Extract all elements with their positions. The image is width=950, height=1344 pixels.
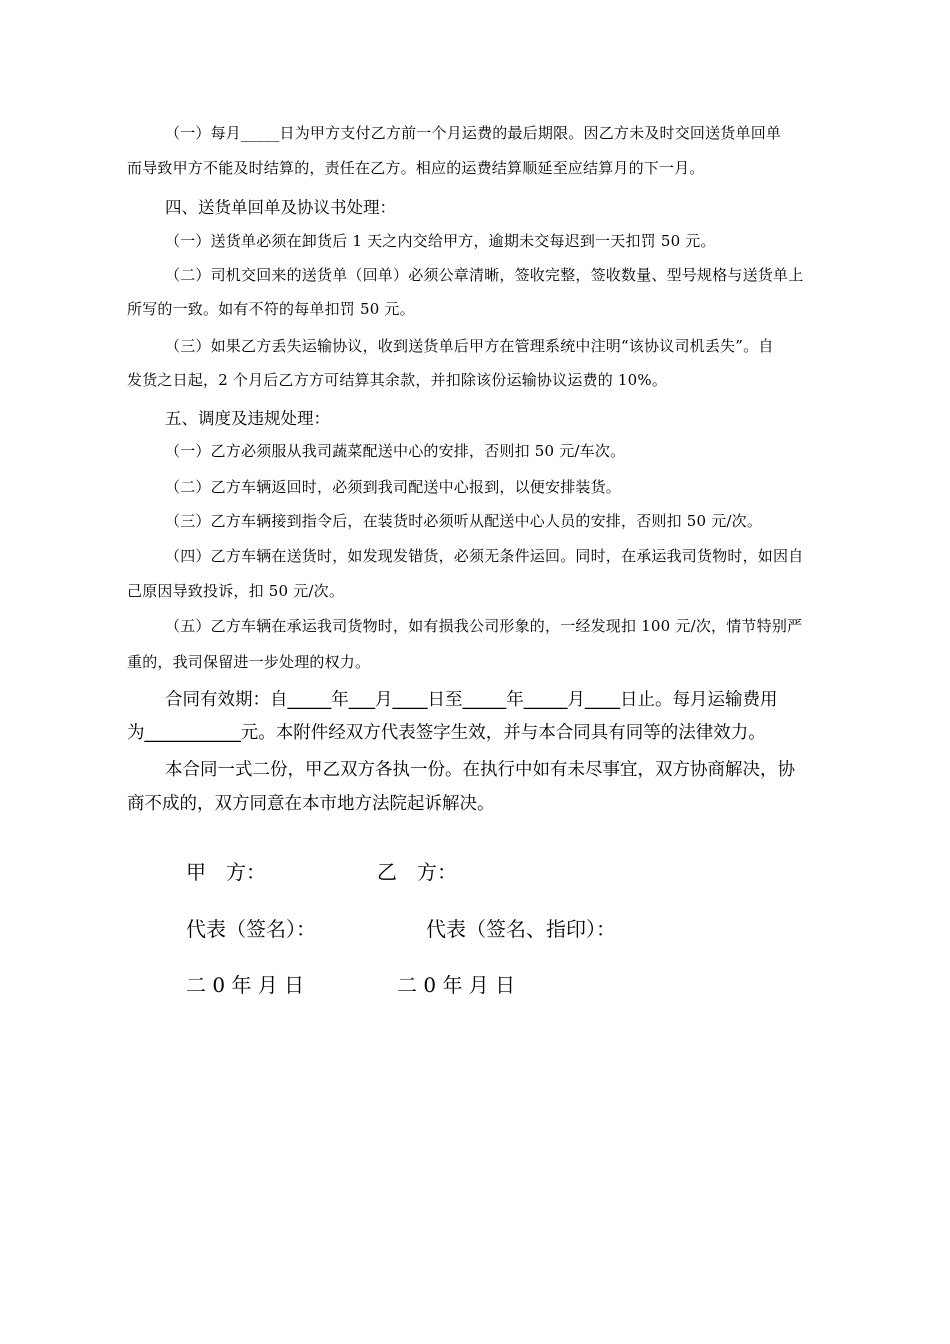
copies-line-1: 本合同一式二份，甲乙双方各执一份。在执行中如有未尽事宜，双方协商解决，协 [165, 760, 795, 780]
section-5-item-4-line-2: 己原因导致投诉，扣 50 元/次。 [127, 582, 345, 600]
party-b-date: 二 0 年 月 日 [397, 973, 516, 997]
section-4-heading: 四、送货单回单及协议书处理： [165, 198, 396, 217]
section-4-item-1: （一）送货单必须在卸货后 1 天之内交给甲方，逾期未交每迟到一天扣罚 50 元。 [165, 232, 716, 250]
party-b-representative: 代表（签名、指印）： [426, 917, 616, 941]
section-5-item-4-line-1: （四）乙方车辆在送货时，如发现发错货，必须无条件运回。同时，在承运我司货物时，如因自 [165, 547, 804, 565]
section-4-item-2-line-2: 所写的一致。如有不符的每单扣罚 50 元。 [127, 300, 415, 318]
party-a-label: 甲 方： [186, 860, 266, 884]
payment-deadline-line-1: （一）每月_____日为甲方支付乙方前一个月运费的最后期限。因乙方未及时交回送货单回单 [165, 124, 782, 142]
payment-deadline-line-2: 而导致甲方不能及时结算的，责任在乙方。相应的运费结算顺延至应结算月的下一月。 [127, 159, 705, 177]
section-5-item-3: （三）乙方车辆接到指令后，在装货时必须听从配送中心人员的安排，否则扣 50 元/次。 [165, 512, 763, 530]
section-5-item-5-line-1: （五）乙方车辆在承运我司货物时，如有损我公司形象的，一经发现扣 100 元/次，情节特别严 [165, 617, 803, 635]
section-4-item-2-line-1: （二）司机交回来的送货单（回单）必须公章清晰，签收完整，签收数量、型号规格与送货单上 [165, 266, 804, 284]
section-5-item-2: （二）乙方车辆返回时，必须到我司配送中心报到，以便安排装货。 [165, 478, 622, 496]
party-a-representative: 代表（签名）： [186, 917, 316, 941]
party-a-date: 二 0 年 月 日 [186, 973, 305, 997]
section-4-item-3-line-1: （三）如果乙方丢失运输协议，收到送货单后甲方在管理系统中注明“该协议司机丢失”。自 [165, 337, 774, 355]
section-5-heading: 五、调度及违规处理： [165, 409, 330, 428]
section-5-item-1: （一）乙方必须服从我司蔬菜配送中心的安排，否则扣 50 元/车次。 [165, 442, 626, 460]
validity-line-2: 为___________元。本附件经双方代表签字生效，并与本合同具有同等的法律效力。 [127, 723, 766, 743]
section-4-item-3-line-2: 发货之日起，2 个月后乙方方可结算其余款，并扣除该份运输协议运费的 10%。 [127, 371, 668, 389]
copies-line-2: 商不成的，双方同意在本市地方法院起诉解决。 [127, 794, 495, 814]
validity-line-1: 合同有效期：自_____年___月____日至_____年_____月____日止。每月运输费用 [165, 690, 778, 710]
section-5-item-5-line-2: 重的，我司保留进一步处理的权力。 [127, 653, 371, 671]
party-b-label: 乙 方： [377, 860, 457, 884]
